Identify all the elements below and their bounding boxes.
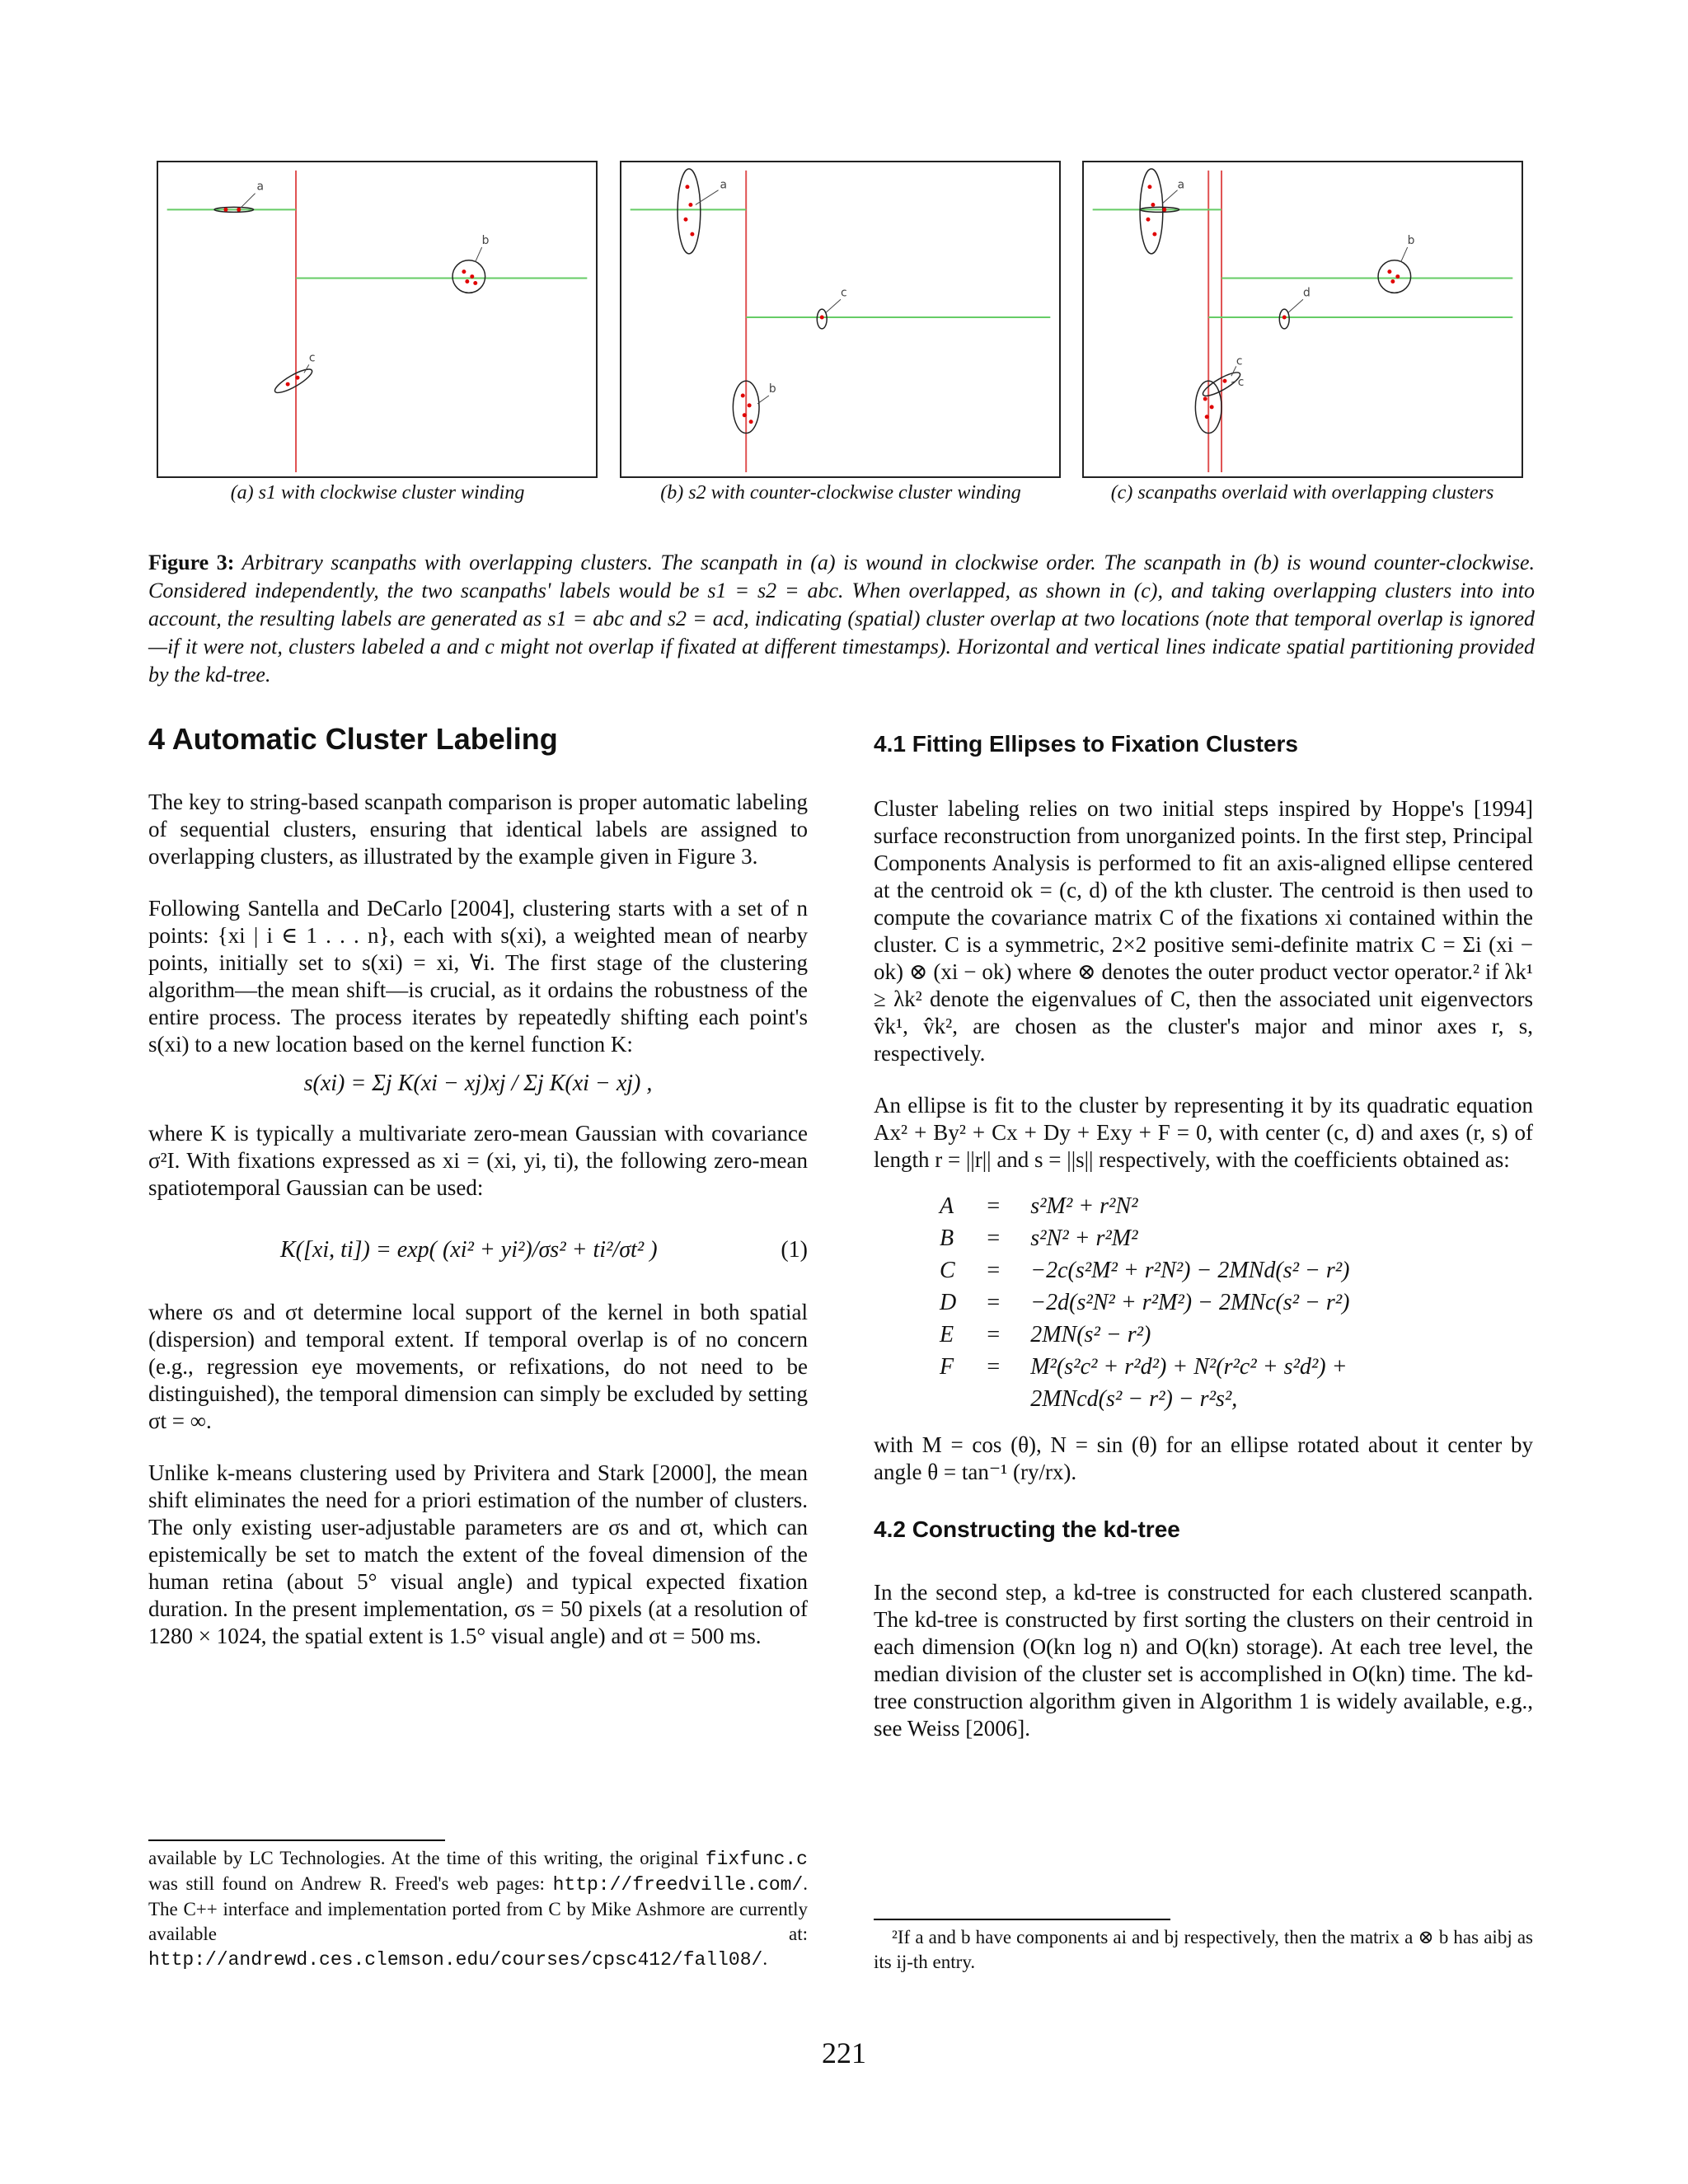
figure-caption [148,549,1535,689]
footnote-left: available by LC Technologies. At the time of this writing, the original fixfunc.c was still found on Andrew R. Freed's web pages: http://freedville.com/. The C++ interface and implementation ported from C by Mike Ashmore are currently available at: http://andrewd.ces.clemson.edu/courses/cpsc412/fall08/. [148,1848,808,1971]
fixation-point [223,208,227,212]
scanpath-plot-a [158,162,596,476]
equation-row: B = s²N² + r²M² [940,1226,1138,1251]
footnote-rule [874,1919,1170,1920]
footnote-link[interactable]: http://freedville.com/ [552,1874,804,1896]
cluster-label: c [1236,354,1243,368]
subsection-heading: 4.2 Constructing the kd-tree [874,1516,1180,1542]
cluster-label: a [1177,178,1185,192]
scanpath-plot-c [1084,162,1522,476]
footnote-rule [148,1840,445,1841]
equation-row: D = −2d(s²N² + r²M²) − 2MNc(s² − r²) [940,1290,1350,1315]
cluster-label: b [768,382,776,396]
cluster-label: a [256,180,265,194]
figure-panel-c [1082,161,1523,478]
figure-panel-b [620,161,1061,478]
figure-panel-a [157,161,598,478]
fixation-point [237,208,241,212]
equation-kernel-block [148,1226,808,1276]
scanpath-plot-b [621,162,1059,476]
cluster-ellipse [678,169,701,254]
footnote-link[interactable]: http://andrewd.ces.clemson.edu/courses/cpsc412/fall08/ [148,1949,763,1971]
left-column [148,722,808,1675]
equation-row: A = s²M² + r²N² [940,1193,1138,1219]
equation-row: 2MNcd(s² − r²) − r²s², [1030,1386,1238,1412]
equation-row: F = M²(s²c² + r²d²) + N²(r²c² + s²d²) + [940,1354,1348,1380]
figure-caption-label: Figure 3: [148,551,235,574]
equation-number: (1) [781,1237,808,1263]
cluster-ellipse [1378,260,1411,293]
paragraph: Cluster labeling relies on two initial steps inspired by Hoppe's [1994] surface reconstruction from unorganized points. In the first step, Principal Components Analysis is performed to fit an axis-aligned ellipse centered at the centroid ok = (c, d) of the kth cluster. The centroid is then used to compute the covariance matrix C of the fixations xi contained within the cluster. C is a symmetric, 2×2 positive semi-definite matrix C = Σi (xi − ok) ⊗ (xi − ok) where ⊗ denotes the outer product vector operator.² if λk¹ ≥ λk² denote the eigenvalues of C, then the associated unit eigenvectors v̂k¹, v̂k², are chosen as the cluster's major and minor axes r, s, respectively. [874,796,1533,1066]
cluster-label: c [1237,376,1245,390]
paragraph: where K is typically a multivariate zero-mean Gaussian with covariance σ²I. With fixations expressed as xi = (xi, yi, ti), the following zero-mean spatiotemporal Gaussian can be used: [148,1121,808,1200]
cluster-label: b [1407,233,1415,247]
paragraph: An ellipse is fit to the cluster by representing it by its quadratic equation Ax² + By² + Cx + Dy + Exy + F = 0, with center (c, d) and axes (r, s) of length r = ||r|| and s = ||s|| respectively, with the coefficients obtained as: [874,1093,1533,1172]
paragraph: Following Santella and DeCarlo [2004], clustering starts with a set of n points: {xi | i ∈ 1 . . . n}, each with s(xi), a weighted mean of nearby points, initially set to s(xi) = xi, ∀i. The first stage of the clustering algorithm—the mean shift—is crucial, as it ordains the robustness of the entire process. The process iterates by repeatedly shifting each point's s(xi) to a new location based on the kernel function K: [148,896,808,1057]
paragraph: where σs and σt determine local support of the kernel in both spatial (dispersion) and temporal extent. If temporal overlap is of no concern (e.g., regression eye movements, or refixations, do not need to be distinguished), the temporal dimension can simply be excluded by setting σt = ∞. [148,1300,808,1433]
paragraph: with M = cos (θ), N = sin (θ) for an ellipse rotated about it center by angle θ = tan⁻¹ (ry/rx). [874,1432,1533,1484]
subcaption-a: (a) s1 with clockwise cluster winding [230,482,525,504]
cluster-ellipse [272,365,314,396]
subsection-heading: 4.1 Fitting Ellipses to Fixation Clusters [874,731,1298,757]
paragraph: Unlike k-means clustering used by Privitera and Stark [2000], the mean shift eliminates the need for a priori estimation of the number of clusters. The only existing user-adjustable parameters are σs and σt, which can epistemically be set to match the extent of the foveal dimension of the human retina (about 5° visual angle) and typical expected fixation duration. In the present implementation, σs = 50 pixels (at a resolution of 1280 × 1024, the spatial extent is 1.5° visual angle) and σt = 500 ms. [148,1460,808,1648]
cluster-ellipse [452,260,485,293]
footnote-right: ²If a and b have components ai and bj respectively, then the matrix a ⊗ b has aibj as its ij-th entry. [874,1927,1533,1972]
equation-row: C = −2c(s²M² + r²N²) − 2MNd(s² − r²) [940,1258,1350,1283]
right-column [874,730,1533,1767]
cluster-label: d [1302,286,1311,300]
cluster-label: a [720,178,728,192]
section-heading: 4 Automatic Cluster Labeling [148,722,558,756]
code-filename: fixfunc.c [705,1849,808,1870]
subcaption-b: (b) s2 with counter-clockwise cluster winding [660,482,1021,504]
equation-row: E = 2MN(s² − r²) [940,1322,1151,1347]
subcaption-c: (c) scanpaths overlaid with overlapping clusters [1110,482,1494,504]
page-number: 221 [822,2036,866,2069]
equation-mean-shift: s(xi) = Σj K(xi − xj)xj / Σj K(xi − xj) , [303,1071,653,1096]
equation-kernel: K([xi, ti]) = exp( (xi² + yi²)/σs² + ti²/σt² ) [280,1237,658,1263]
figure-caption-text: Arbitrary scanpaths with overlapping clusters. The scanpath in (a) is wound in clockwise order. The scanpath in (b) is wound counter-clockwise. Considered independently, the two scanpaths' labels would be s1 = s2 = abc. When overlapped, as shown in (c), and taking overlapping clusters into into account, the resulting labels are generated as s1 = abc and s2 = acd, indicating (spatial) cluster overlap at two locations (note that temporal overlap is ignored—if it were not, clusters labeled a and c might not overlap if fixated at different timestamps). Horizontal and vertical lines indicate spatial partitioning provided by the kd-tree. [148,551,1535,687]
coefficient-equations [931,1190,1358,1415]
cluster-label: c [308,351,316,365]
cluster-label: c [840,286,847,300]
cluster-label: b [481,233,490,247]
paragraph: The key to string-based scanpath comparison is proper automatic labeling of sequential clusters, ensuring that identical labels are assigned to overlapping clusters, as illustrated by the example given in Figure 3. [148,790,808,869]
paragraph: In the second step, a kd-tree is constructed for each clustered scanpath. The kd-tree is constructed by first sorting the clusters on their centroid in each dimension (O(kn log n) and O(kn) storage). At each tree level, the median division of the cluster set is accomplished in O(kn) time. The kd-tree construction algorithm given in Algorithm 1 is widely available, e.g., see Weiss [2006]. [874,1580,1533,1741]
